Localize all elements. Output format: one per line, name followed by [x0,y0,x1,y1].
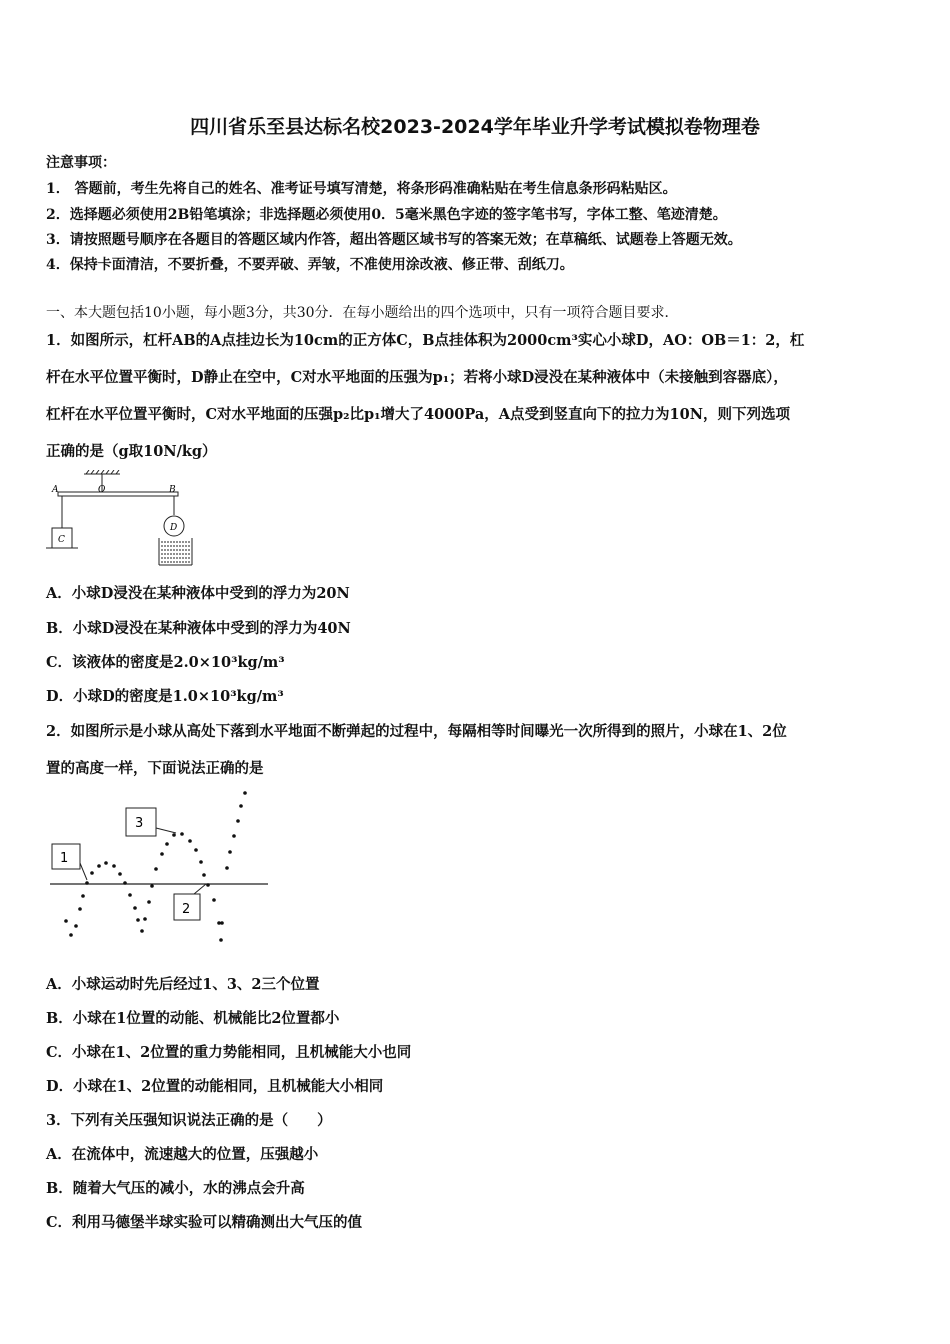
q1-line: 杠杆在水平位置平衡时，C对水平地面的压强p₂比p₁增大了4000Pa，A点受到竖直向下的拉力为10N，则下列选项 [46,406,790,423]
q1-option-b[interactable]: B．小球D浸没在某种液体中受到的浮力为40N [46,620,351,637]
q2-line: 置的高度一样，下面说法正确的是 [46,760,264,777]
label-C: C [58,535,65,545]
q1-line: 杆在水平位置平衡时，D静止在空中，C对水平地面的压强为p₁；若将小球D浸没在某种液体中（未接触到容器底）， [46,369,788,386]
lever-figure [44,470,214,576]
note-item: 4．保持卡面清洁，不要折叠，不要弄破、弄皱，不准使用涂改液、修正带、刮纸刀。 [46,257,574,273]
position-label-1: 1 [60,851,69,866]
section-heading: 一、本大题包括10小题，每小题3分，共30分．在每小题给出的四个选项中，只有一项符合题目要求． [46,305,679,321]
q1-line: 1．如图所示，杠杆AB的A点挂边长为10cm的正方体C，B点挂体积为2000cm³实心小球D，AO：OB＝1：2，杠 [46,332,805,349]
q3-option-b[interactable]: B．随着大气压的减小，水的沸点会升高 [46,1180,305,1197]
lever-bar [58,492,178,496]
label-D: D [170,523,178,533]
label-box-2 [174,884,206,920]
q2-option-d[interactable]: D．小球在1、2位置的动能相同，且机械能大小相同 [46,1078,384,1095]
q2-option-a[interactable]: A．小球运动时先后经过1、3、2三个位置 [46,976,320,993]
label-O: O [98,485,106,495]
label-B: B [169,485,176,495]
q1-option-a[interactable]: A．小球D浸没在某种液体中受到的浮力为20N [46,585,350,602]
q3-option-c[interactable]: C．利用马德堡半球实验可以精确测出大气压的值 [46,1214,363,1231]
position-label-3: 3 [135,816,144,831]
notes-heading: 注意事项： [46,155,116,171]
note-item: 3．请按照题号顺序在各题目的答题区域内作答，超出答题区域书写的答案无效；在草稿纸、试题卷上答题无效。 [46,232,742,248]
q3-stem: 3．下列有关压强知识说法正确的是（ ） [46,1112,332,1129]
label-box-1 [52,844,87,880]
q1-option-c[interactable]: C．该液体的密度是2.0×10³kg/m³ [46,654,285,671]
bounce-figure [44,788,274,950]
q3-option-a[interactable]: A．在流体中，流速越大的位置，压强越小 [46,1146,319,1163]
position-label-2: 2 [182,902,191,917]
q1-line: 正确的是（g取10N/kg） [46,443,217,460]
liquid-container [159,538,192,565]
page-title: 四川省乐至县达标名校2023-2024学年毕业升学考试模拟卷物理卷 [190,116,760,138]
q1-option-d[interactable]: D．小球D的密度是1.0×10³kg/m³ [46,688,284,705]
label-box-3 [126,808,176,836]
note-item: 2．选择题必须使用2B铅笔填涂；非选择题必须使用0．5毫米黑色字迹的签字笔书写，字体工整、笔迹清楚。 [46,207,727,223]
label-A: A [52,485,59,495]
q2-line: 2．如图所示是小球从高处下落到水平地面不断弹起的过程中，每隔相等时间曝光一次所得到的照片，小球在1、2位 [46,723,787,740]
q2-option-c[interactable]: C．小球在1、2位置的重力势能相同，且机械能大小也同 [46,1044,412,1061]
note-item: 1． 答题前，考生先将自己的姓名、准考证号填写清楚，将条形码准确粘贴在考生信息条形码粘贴区。 [46,181,677,197]
q2-option-b[interactable]: B．小球在1位置的动能、机械能比2位置都小 [46,1010,340,1027]
